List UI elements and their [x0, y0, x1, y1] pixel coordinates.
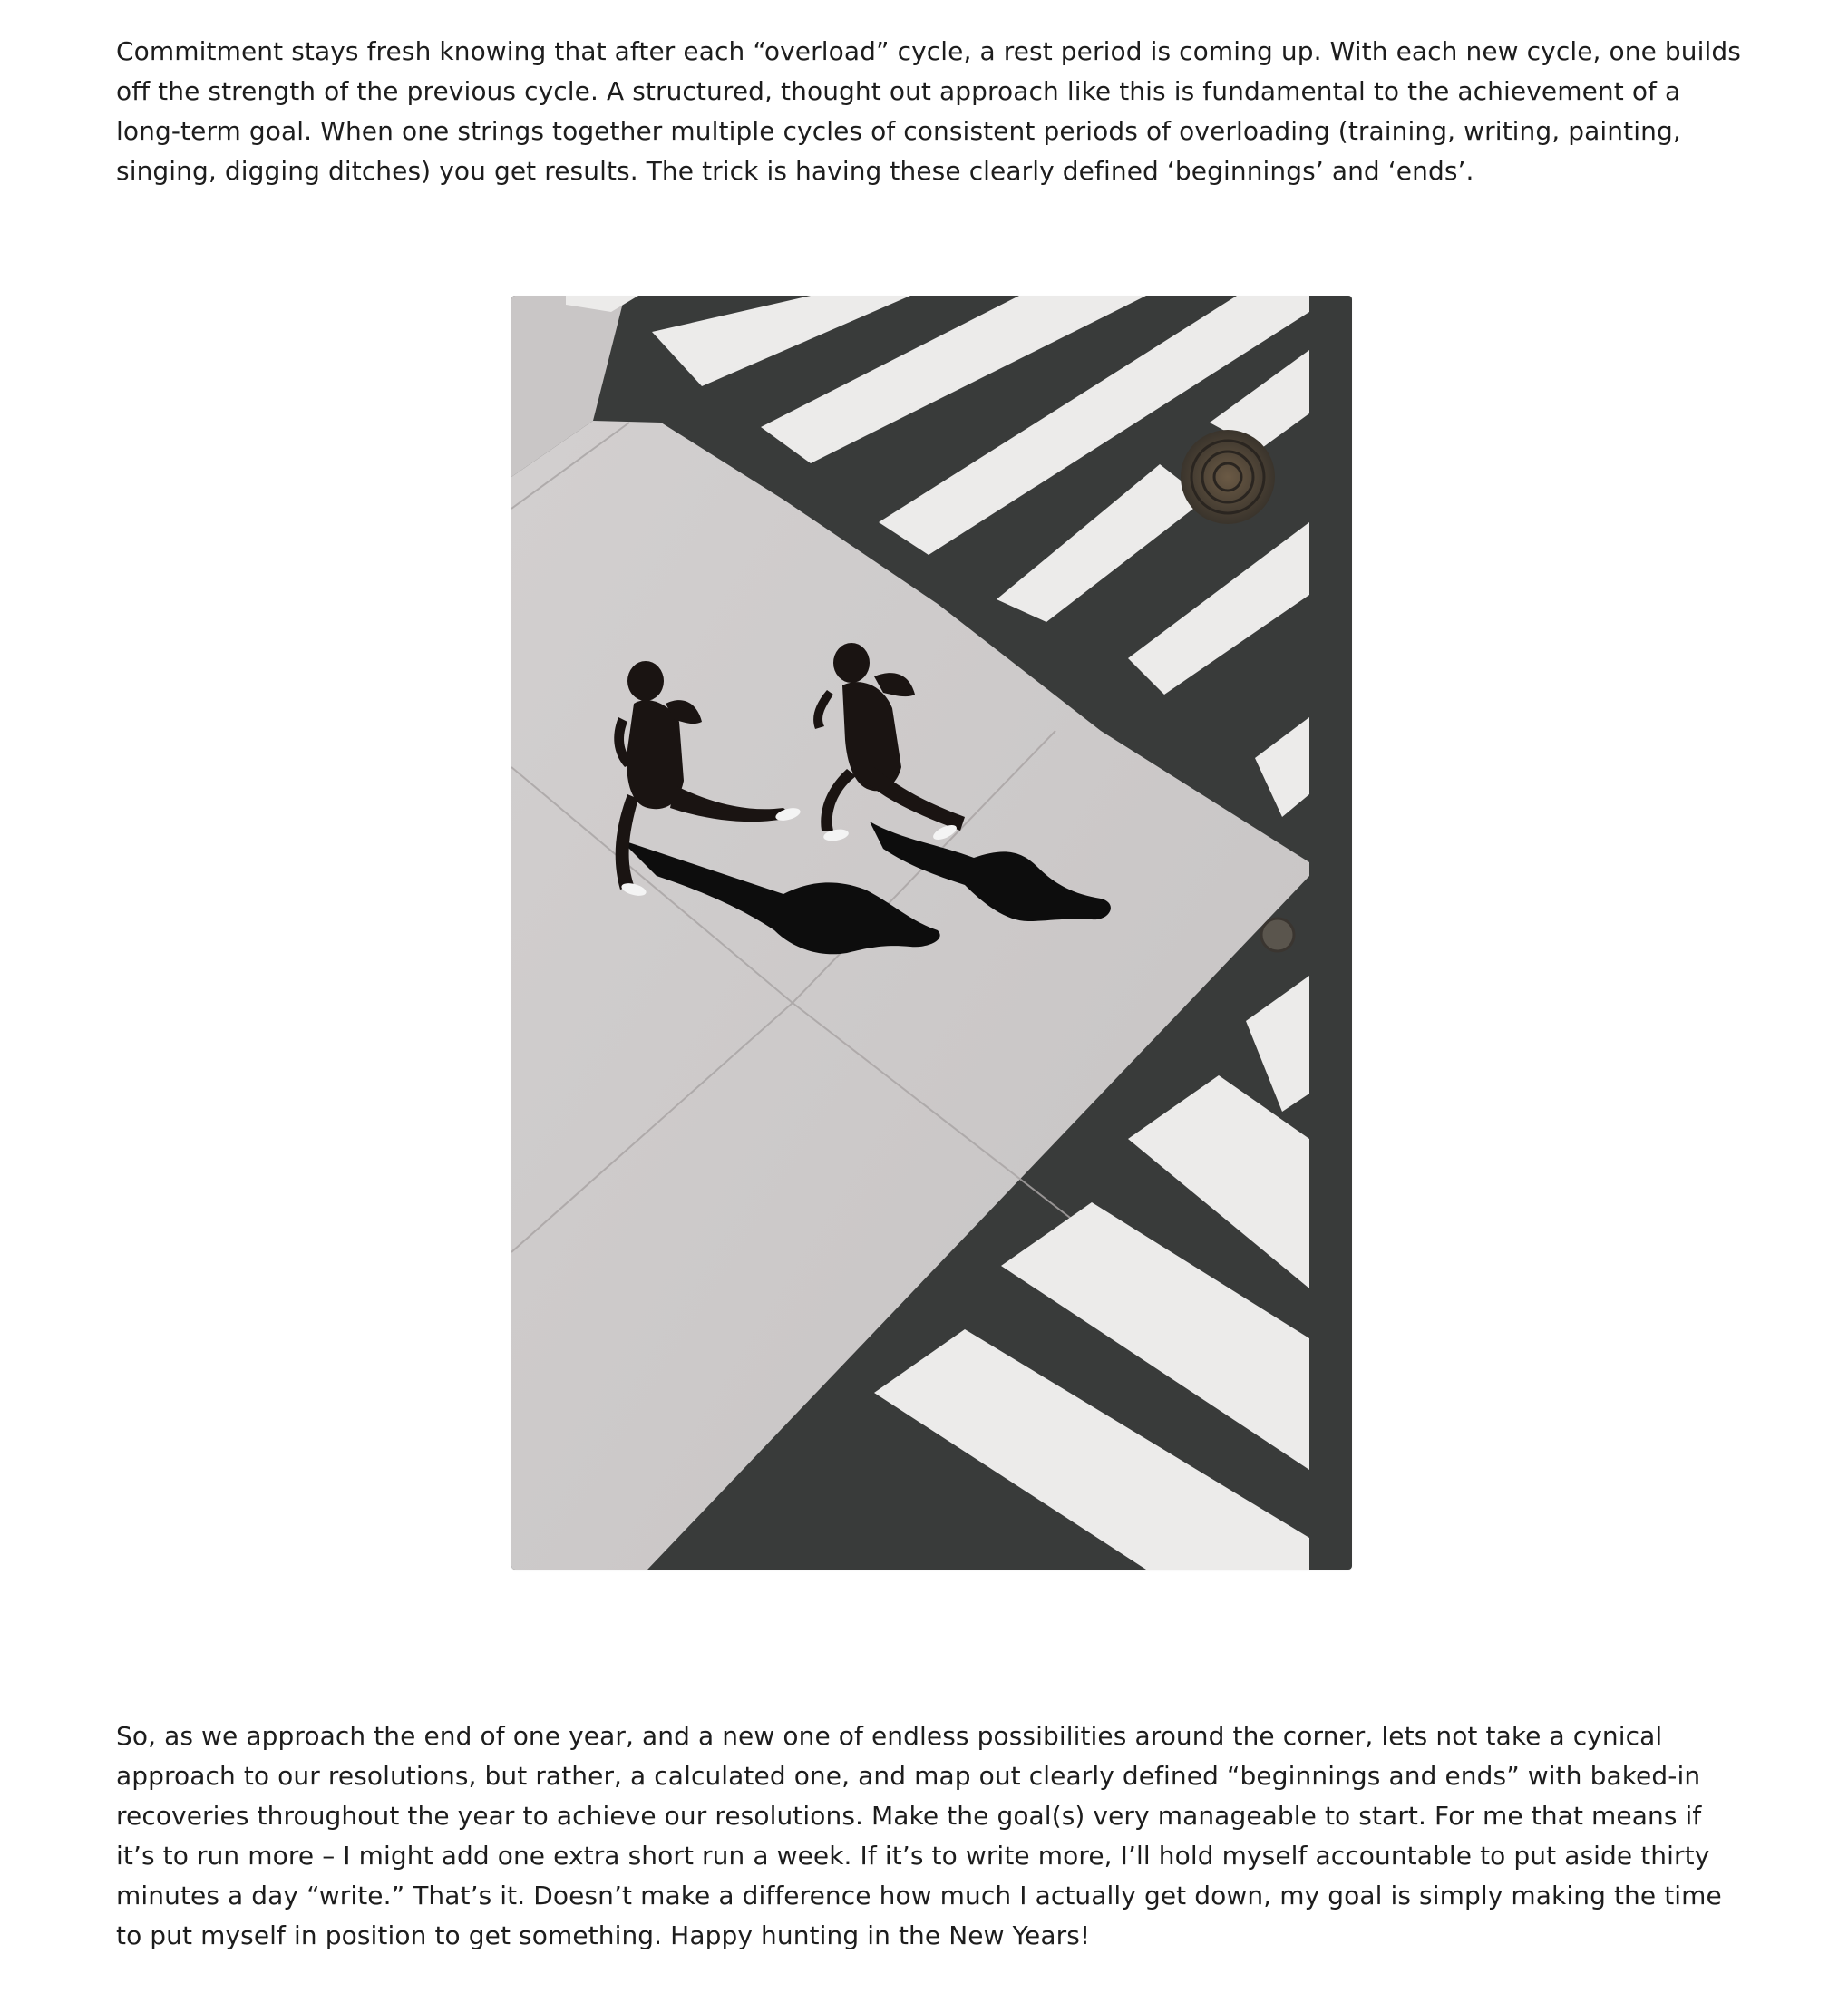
runners-crosswalk-image: [511, 296, 1352, 1570]
article-paragraph-2: So, as we approach the end of one year, and a new one of endless possibilities around the corner, lets not take a cynical approach to our resolutions, but rather, a calculated one, and map out clearly defined “beginnings and ends” with baked-in recoveries throughout the year to achieve our resolutions. Make the goal(s) very manageable to start. For me that means if it’s to run more – I might add one extra short run a week. If it’s to write more, I’ll hold myself accountable to put aside thirty minutes a day “write.” That’s it. Doesn’t make a difference how much I actually get down, my goal is simply making the time to put myself in position to get something. Happy hunting in the New Years!: [116, 1721, 1722, 1950]
article-photo: [511, 296, 1352, 1570]
manhole-cover: [1181, 430, 1275, 524]
article-paragraph-1: Commitment stays fresh knowing that after each “overload” cycle, a rest period is coming up. With each new cycle, one builds off the strength of the previous cycle. A structured, thought out approach like this is fundamental to the achievement of a long-term goal. When one strings together multiple cycles of consistent periods of overloading (training, writing, painting, singing, digging ditches) you get results. The trick is having these clearly defined ‘beginnings’ and ‘ends’.: [116, 36, 1741, 186]
